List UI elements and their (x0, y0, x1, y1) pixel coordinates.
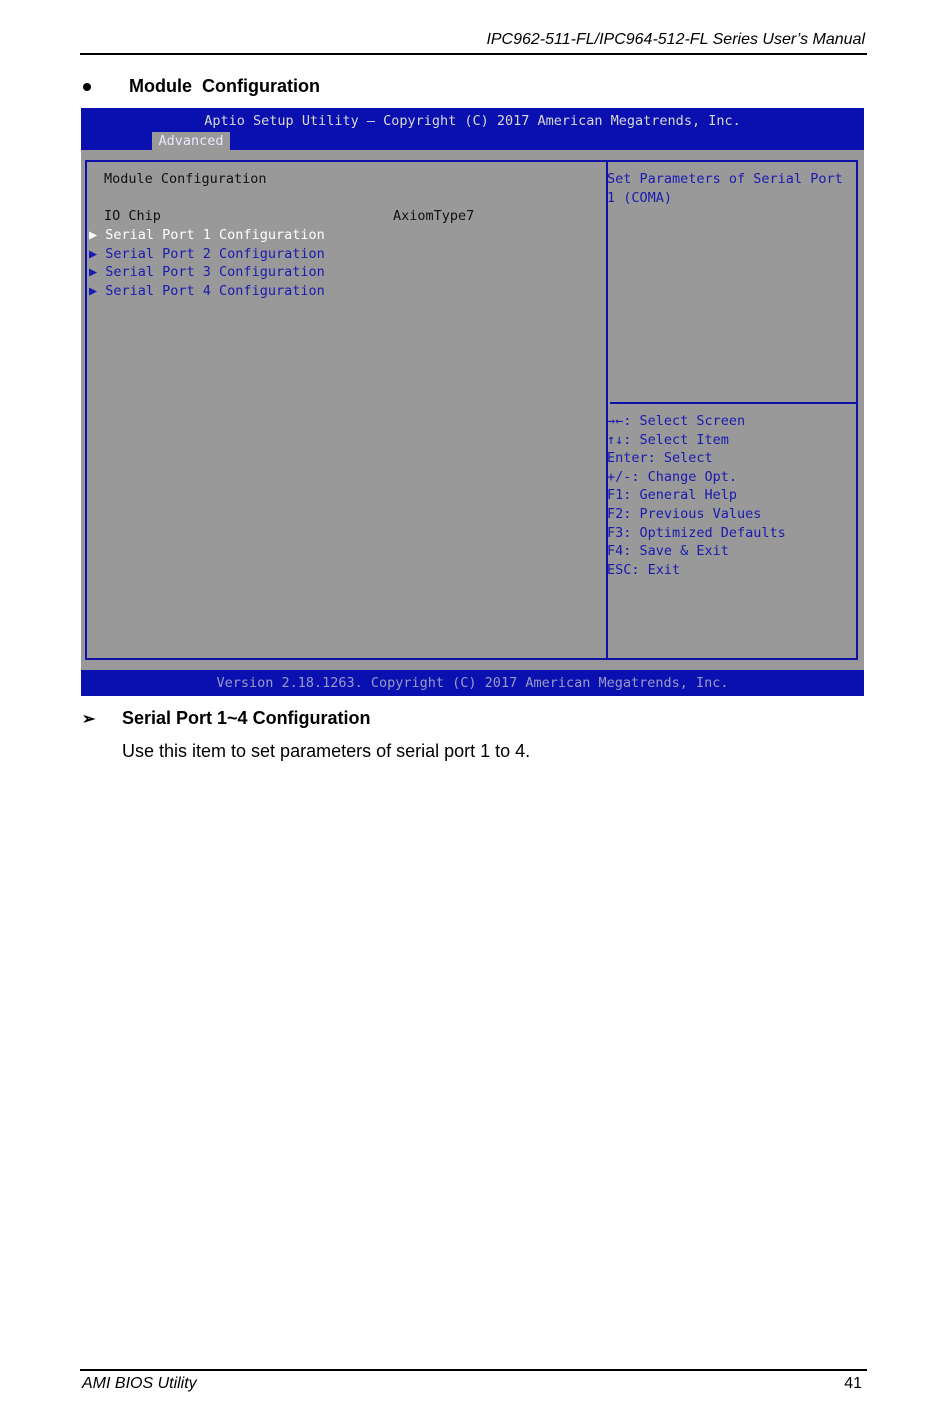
footer-rule (80, 1369, 867, 1371)
arrowhead-right-icon: ➢ (82, 710, 96, 728)
key-help-f4: F4: Save & Exit (607, 543, 729, 559)
key-help-enter: Enter: Select (607, 450, 713, 466)
header-rule (80, 53, 867, 55)
menu-item-serial-port-2[interactable]: ▶ Serial Port 2 Configuration (89, 246, 325, 262)
io-chip-label: IO Chip (104, 208, 161, 224)
manual-title: IPC962-511-FL/IPC964-512-FL Series User’s Manual (486, 31, 865, 48)
help-divider (610, 402, 858, 404)
key-help-esc: ESC: Exit (607, 562, 681, 578)
bios-screenshot (81, 108, 864, 696)
subsection-description: Use this item to set parameters of serial port 1 to 4. (122, 741, 531, 761)
footer-chapter: AMI BIOS Utility (82, 1375, 197, 1392)
io-chip-value: AxiomType7 (393, 208, 475, 224)
submenu-arrow-icon: ▶ (89, 283, 106, 299)
submenu-arrow-icon: ▶ (89, 227, 106, 243)
menu-item-serial-port-1[interactable]: ▶ Serial Port 1 Configuration (89, 227, 325, 243)
bios-footer-bar (81, 670, 864, 696)
page-heading: Module Configuration (104, 171, 267, 187)
menu-item-serial-port-3[interactable]: ▶ Serial Port 3 Configuration (89, 264, 325, 280)
page-number: 41 (844, 1375, 862, 1392)
section-heading (80, 76, 320, 97)
section-title: Module Configuration (129, 76, 320, 96)
tab-advanced[interactable]: Advanced (152, 132, 230, 150)
help-text-line-1: Set Parameters of Serial Port (607, 171, 843, 187)
submenu-arrow-icon: ▶ (89, 246, 106, 262)
bios-title: Aptio Setup Utility – Copyright (C) 2017 American Megatrends, Inc. (204, 113, 741, 129)
subsection-title: Serial Port 1~4 Configuration (122, 708, 371, 728)
help-text-line-2: 1 (COMA) (607, 190, 673, 206)
bios-version: Version 2.18.1263. Copyright (C) 2017 American Megatrends, Inc. (216, 675, 729, 691)
key-help-select-screen: →←: Select Screen (607, 413, 746, 429)
bullet-icon (83, 83, 91, 91)
menu-item-serial-port-4[interactable]: ▶ Serial Port 4 Configuration (89, 283, 325, 299)
key-help-f3: F3: Optimized Defaults (607, 525, 786, 541)
key-help-select-item: ↑↓: Select Item (607, 432, 729, 448)
submenu-arrow-icon: ▶ (89, 264, 106, 280)
bios-main-frame (85, 160, 858, 660)
subsection-heading (82, 708, 371, 729)
key-help-f2: F2: Previous Values (607, 506, 762, 522)
key-help-f1: F1: General Help (607, 487, 738, 503)
panel-divider (606, 162, 608, 658)
bios-title-bar (81, 108, 864, 150)
key-help-change-opt: +/-: Change Opt. (607, 469, 738, 485)
